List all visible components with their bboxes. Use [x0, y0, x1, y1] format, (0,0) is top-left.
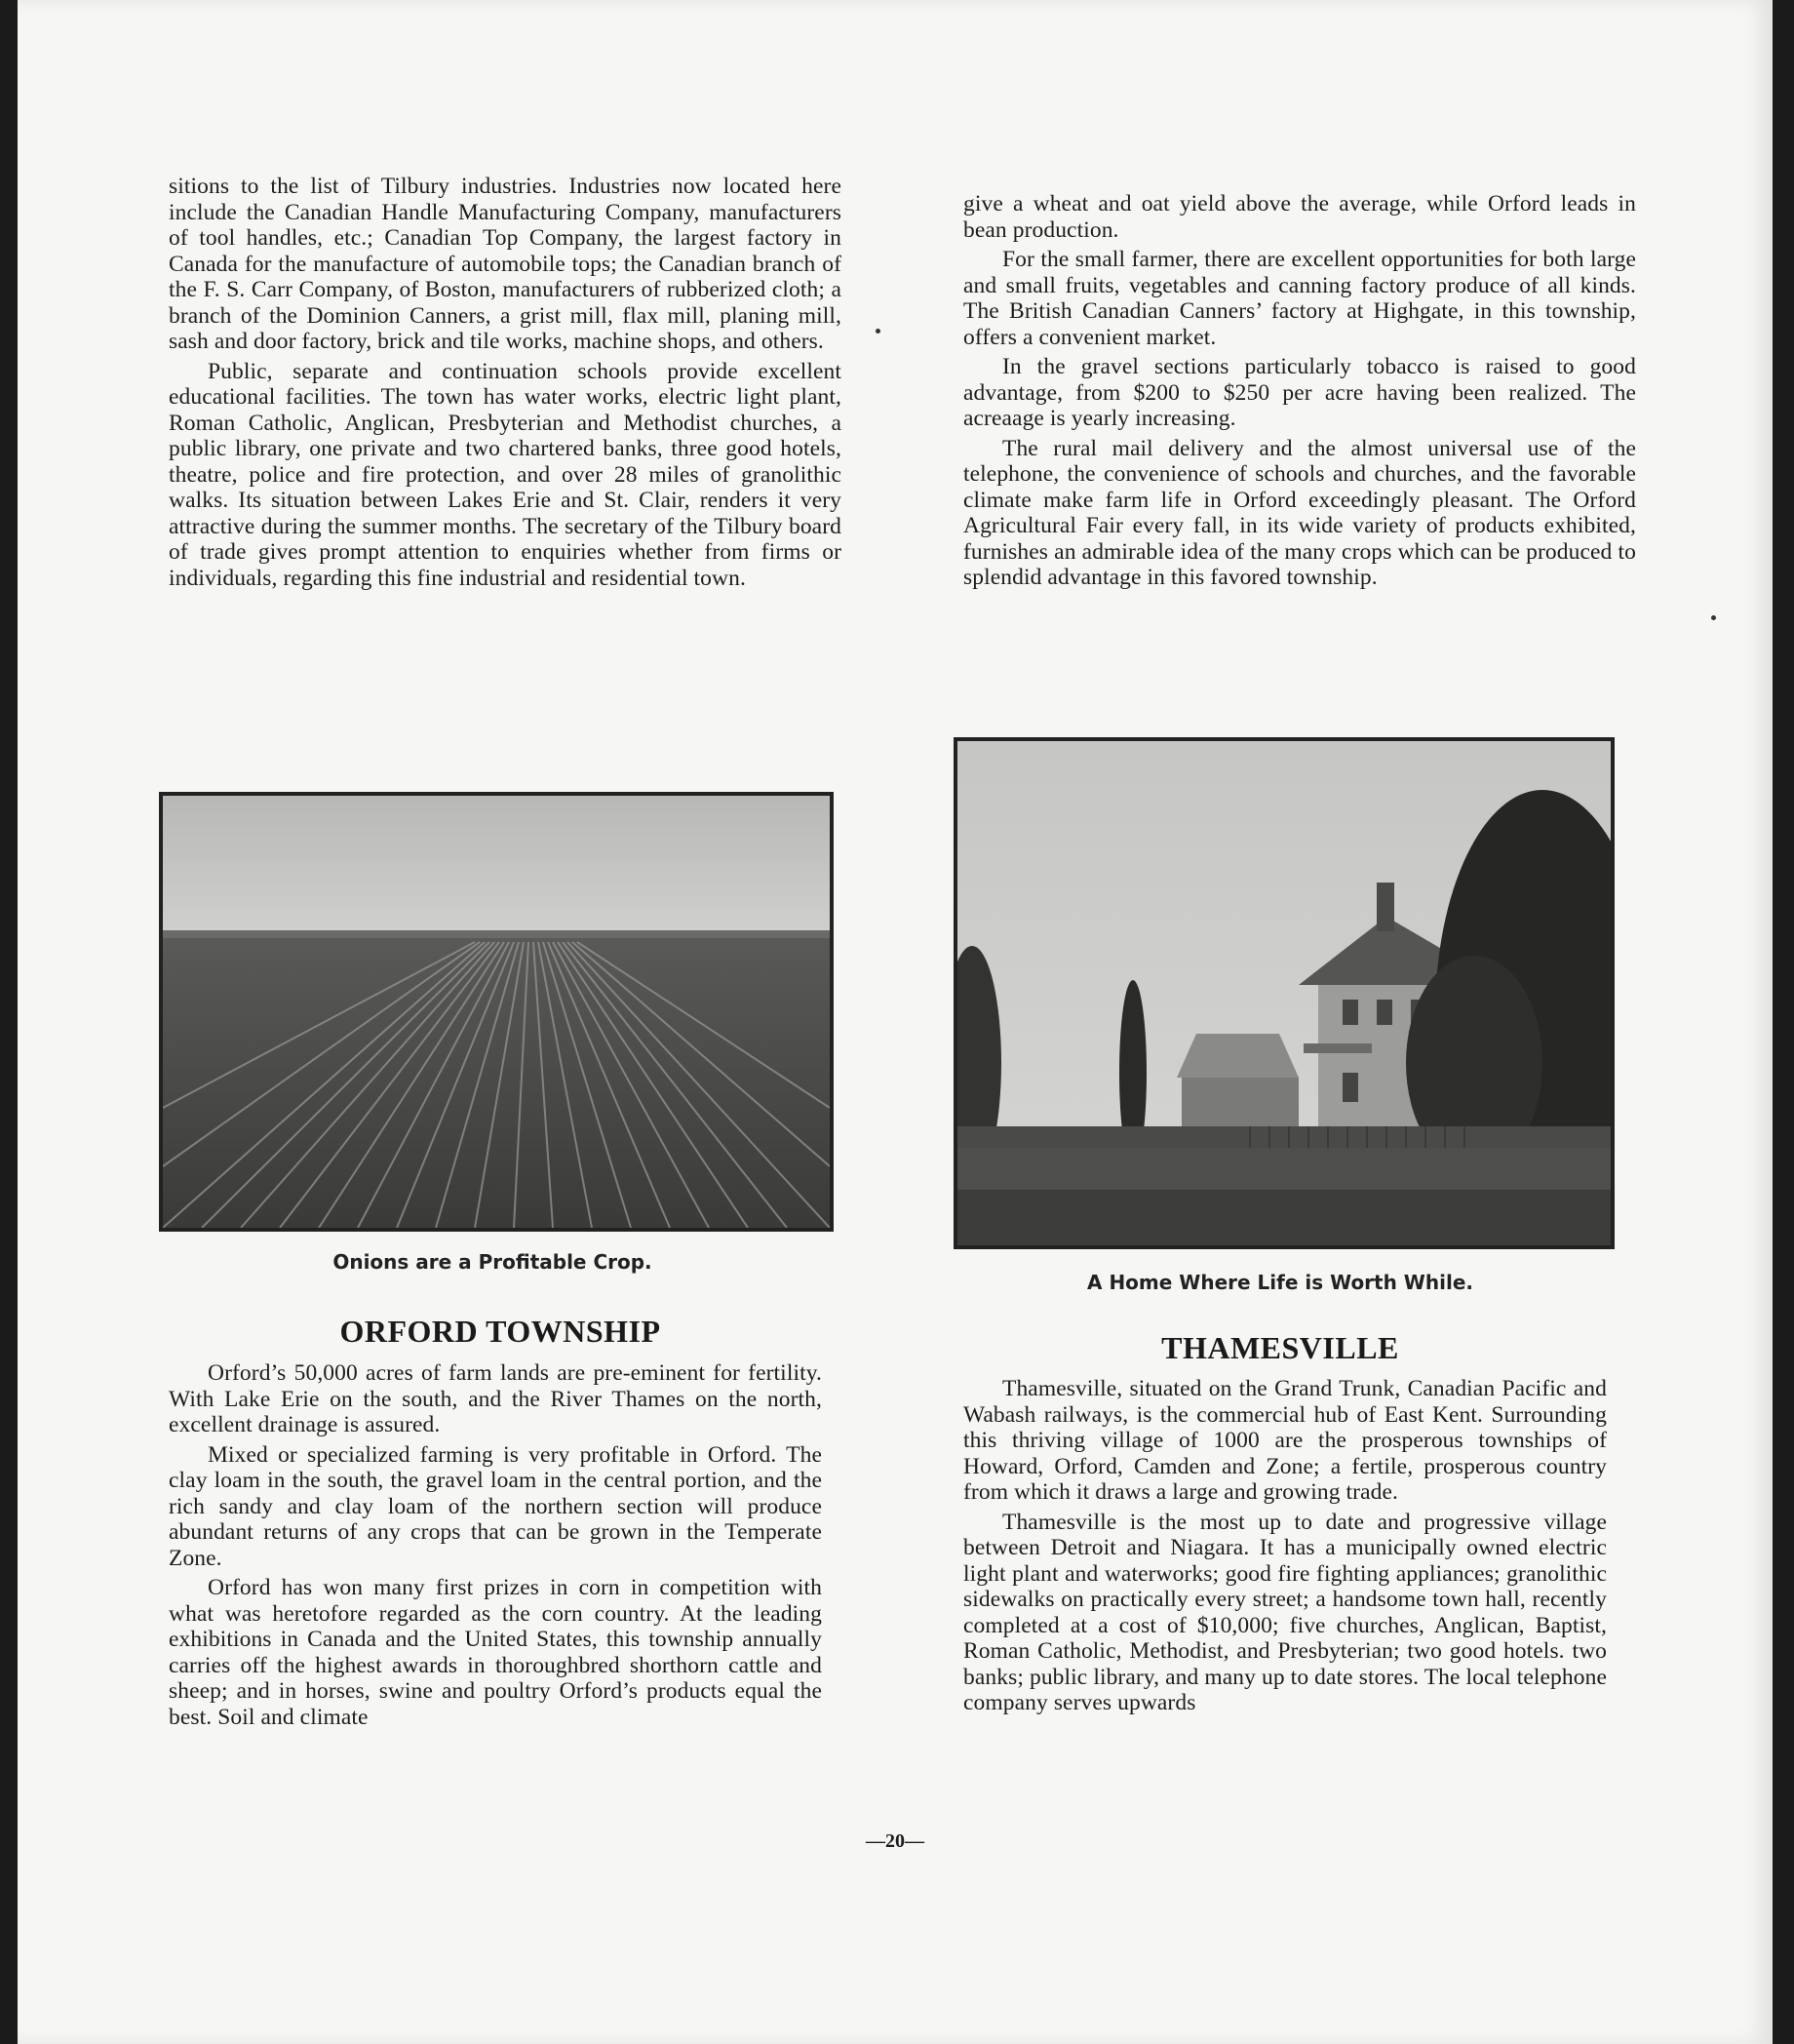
paragraph: The rural mail delivery and the almost universal use of the telephone, the convenience of schools and churches, and the favorable climate make farm life in Orford exceedingly pleasant. The Orford Agricultural Fair every fall, in its wide variety of products exhibited, furnishes an admirable idea of the many crops which can be produced to splendid advantage in this favored township.: [963, 435, 1636, 590]
thamesville-heading: THAMESVILLE: [1161, 1330, 1399, 1365]
paragraph: Public, separate and continuation schools provide excellent educational facilities. The town has water works, electric light plant, Roman Catholic, Anglican, Presbyterian and Methodist churches, a public library, one private and two chartered banks, three good hotels, theatre, police and fire protection, and over 28 miles of granolithic walks. Its situation between Lakes Erie and St. Clair, renders it very attractive during the summer months. The secretary of the Tilbury board of trade gives prompt attention to enquiries whether from firms or individuals, regarding this fine industrial and residential town.: [169, 358, 841, 591]
paragraph: Thamesville is the most up to date and progressive village between Detroit and Niagara. It has a municipally owned electric light plant and waterworks; good fire fighting appliances; granolithic sidewalks on practically every street; a handsome town hall, recently completed at a cost of $10,000; five churches, Anglican, Baptist, Roman Catholic, Methodist, and Presbyterian; two good hotels. two banks; public library, and many up to date stores. The local telephone company serves upwards: [963, 1509, 1607, 1715]
house-image: [957, 741, 1611, 1245]
print-speck: [876, 329, 880, 334]
paragraph: In the gravel sections particularly tobacco is raised to good advantage, from $200 to $250 per acre having been realized. The acreaage is yearly increasing.: [963, 354, 1636, 431]
onion-photo-caption: Onions are a Profitable Crop.: [332, 1250, 652, 1274]
orford-township-heading: ORFORD TOWNSHIP: [339, 1314, 661, 1349]
right-column-text: [963, 191, 1636, 591]
paragraph: Thamesville, situated on the Grand Trunk, Canadian Pacific and Wabash railways, is the commercial hub of East Kent. Surrounding this thriving village of 1000 are the prosperous townships of Howard, Orford, Camden and Zone; a fertile, prosperous country from which it draws a large and growing trade.: [963, 1376, 1607, 1505]
page-number: —20—: [866, 1830, 924, 1852]
thamesville-text: [963, 1376, 1607, 1716]
paragraph: For the small farmer, there are excellent opportunities for both large and small fruits, vegetables and canning factory produce of all kinds. The British Canadian Canners’ factory at Highgate, in this township, offers a convenient market.: [963, 247, 1636, 350]
house-photo-caption: A Home Where Life is Worth While.: [1087, 1271, 1473, 1294]
paragraph: Mixed or specialized farming is very profitable in Orford. The clay loam in the south, the gravel loam in the central portion, and the rich sandy and clay loam of the northern section will produce abundant returns of any crops that can be grown in the Temperate Zone.: [169, 1441, 822, 1571]
paragraph: Orford’s 50,000 acres of farm lands are pre-eminent for fertility. With Lake Erie on the south, and the River Thames on the north, excellent drainage is assured.: [169, 1360, 822, 1437]
onion-field-image: [163, 796, 830, 1228]
onion-field-photo: [159, 792, 834, 1232]
paragraph: sitions to the list of Tilbury industries. Industries now located here include the Canadian Handle Manufacturing Company, manufacturers of tool handles, etc.; Canadian Top Company, the largest factory in Canada for the manufacture of automobile tops; the Canadian branch of the F. S. Carr Company, of Boston, manufacturers of rubberized cloth; a branch of the Dominion Canners, a grist mill, flax mill, planing mill, sash and door factory, brick and tile works, machine shops, and others.: [169, 174, 841, 354]
print-speck: [1711, 615, 1716, 620]
document-page: [18, 0, 1773, 2044]
paragraph: give a wheat and oat yield above the average, while Orford leads in bean production.: [963, 191, 1636, 243]
paragraph: Orford has won many first prizes in corn in competition with what was heretofore regarded as the corn country. At the leading exhibitions in Canada and the United States, this township annually carries off the highest awards in thoroughbred shorthorn cattle and sheep; and in horses, swine and poultry Orford’s products equal the best. Soil and climate: [169, 1575, 822, 1730]
left-column-text: [169, 174, 841, 591]
house-photo: [954, 737, 1615, 1249]
orford-township-text: [169, 1360, 822, 1730]
